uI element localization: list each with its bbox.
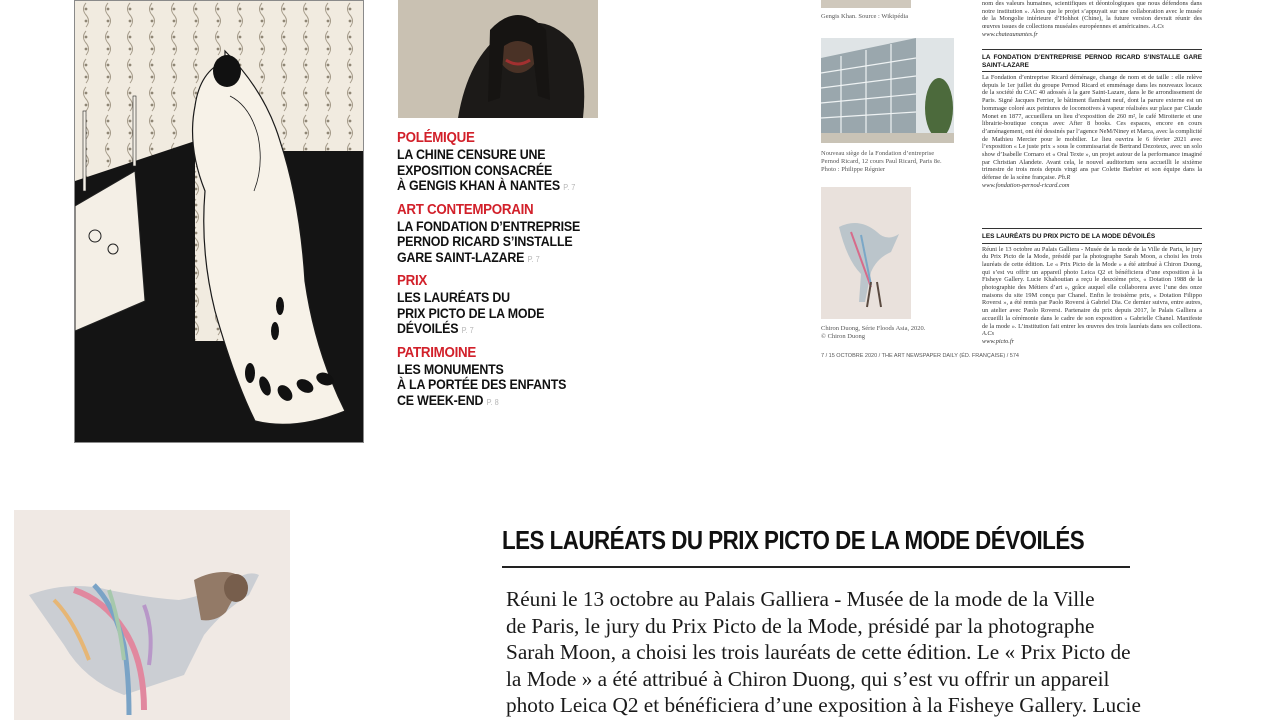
article-line: photo Leica Q2 et bénéficiera d’une exposition à la Fisheye Gallery. Lucie [506, 693, 1141, 718]
toc-headline: LES MONUMENTS À LA PORTÉE DES ENFANTS CE WEEK-END P. 8 [397, 361, 567, 408]
illustration-drawing [75, 1, 364, 443]
toc-headline: LA CHINE CENSURE UNE EXPOSITION CONSACRÉE À GENGIS KHAN À NANTES P. 7 [397, 147, 576, 193]
toc-item[interactable] [397, 273, 612, 339]
article-line: la Mode » a été attribué à Chiron Duong, qui s’est vu offrir un appareil [506, 666, 1110, 691]
building-photo [821, 38, 954, 143]
toc-page-number: P. 7 [563, 183, 576, 192]
section-title: LES LAURÉATS DU PRIX PICTO DE LA MODE DÉVOILÉS [982, 233, 1202, 244]
article-line: de Paris, le jury du Prix Picto de la Mode, présidé par la photographe [506, 613, 1095, 638]
title-rule [502, 566, 1130, 568]
table-of-contents [397, 130, 612, 416]
article-body [506, 586, 1274, 719]
column-divider [982, 228, 1202, 229]
portrait-photo [398, 0, 598, 118]
chiron-duong-thumbnail [821, 187, 911, 319]
article-title: LES LAURÉATS DU PRIX PICTO DE LA MODE DÉVOILÉS [502, 525, 1085, 555]
credit-chiron-duong: Chiron Duong, Série Floods Asia, 2020. © Chiron Duong [821, 325, 926, 340]
intro-link[interactable]: www.chateaunantes.fr [982, 30, 1038, 38]
toc-category: PRIX [397, 273, 428, 289]
credit-gengis-khan: Gengis Khan. Source : Wikipédia [821, 13, 909, 20]
gengis-khan-image [821, 0, 911, 8]
beardsley-illustration [74, 0, 364, 443]
toc-page-number: P. 8 [486, 397, 499, 407]
toc-item[interactable] [397, 130, 612, 196]
column-divider [982, 49, 1202, 50]
toc-headline: LES LAURÉATS DU PRIX PICTO DE LA MODE DÉVOILÉS P. 7 [397, 290, 545, 336]
section-link[interactable]: www.fondation-pernod-ricard.com [982, 181, 1070, 189]
toc-item[interactable] [397, 202, 612, 268]
section-body: La Fondation d’entreprise Ricard déménage, change de nom et de taille : elle relève depuis le 1er juillet du groupe Pernod Ricard et emménage dans les nouveaux locaux de la société du CAC 40 adossés à la gare Saint-Lazare, dans le 8e arrondissement de Paris. Signé Jacques Ferrier, le bâtiment flambant neuf, dont la parure externe est un hommage coloré aux peintures de locomotives à vapeur réalisées sur place par Claude Monet en 1877, accueillera un lieu d’exposition de 260 m², le café Miroiterie et une librairie-boutique conçus avec After 8 books. Ces espaces, encore en cours d’aménagement, ont été dessinés par l’agence NeM/Niney et Marca, avec la complicité de Mathieu Mercier pour le mobilier. Le lieu ouvrira le 6 février 2021 avec l’exposition « Le juste prix » sous le commissariat de Bertrand Dezoteux, avec un solo show d’Isabelle Cornaro et « Oral Texte », un projet autour de la performance imaginé par Christian Alandete. Avant cela, le nouvel auditorium sera accueilli le sixième trimestre de trois mois depuis vingt ans par Colette Barbier et son équipe dans la défense de la scène française. Ph.R www.fondation-pernod-ricard.com [982, 74, 1202, 189]
chiron-duong-photo [14, 510, 290, 720]
news-column [982, 0, 1202, 386]
toc-page-number: P. 7 [527, 254, 540, 264]
article-line: Réuni le 13 octobre au Palais Galliera - Musée de la mode de la Ville [506, 587, 1095, 611]
page-footer: 7 / 15 OCTOBRE 2020 / THE ART NEWSPAPER DAILY (ÉD. FRANÇAISE) / 574 [821, 353, 1019, 359]
toc-category: PATRIMOINE [397, 344, 477, 361]
section-title: LA FONDATION D’ENTREPRISE PERNOD RICARD S’INSTALLE GARE SAINT-LAZARE [982, 54, 1202, 72]
toc-page-number: P. 7 [461, 326, 474, 335]
toc-category: POLÉMIQUE [397, 130, 475, 146]
section-link[interactable]: www.picto.fr [982, 337, 1015, 345]
article-line: Sarah Moon, a choisi les trois lauréats de cette édition. Le « Prix Picto de [506, 640, 1131, 665]
section-body: Réuni le 13 octobre au Palais Galliera - Musée de la mode de la Ville de Paris, le jury du Prix Picto de la Mode, présidé par la photographe Sarah Moon, a choisi les trois lauréats de cette édition. Le « Prix Picto de la Mode » a été attribué à Chiron Duong, qui s’est vu offrir un appareil photo Leica Q2 et bénéficiera d’une exposition à la Fisheye Gallery. Lucie Khahoutian a reçu le deuxième prix, « Dotation 1988 de la photographie des Métiers d’art », grâce auquel elle collaborera avec l’une des onze maisons du site 19M conçu par Chanel. Enfin le troisième prix, « Dotation Filippo Roversi », a été remis par Paolo Roversi à Gabriel Dia. Ce dernier suivra, entre autres, un atelier avec Paolo Roversi. Partenaire du prix depuis 2017, le Palais Galliera a accueilli la cérémonie dans le cadre de son exposition « Gabrielle Chanel. Manifeste de la mode ». L’institution fait entrer les œuvres des trois lauréats dans ses collections. A.Cs www.picto.fr [982, 245, 1202, 345]
toc-headline: LA FONDATION D’ENTREPRISE PERNOD RICARD S’INSTALLE GARE SAINT-LAZARE P. 7 [397, 218, 581, 265]
toc-category: ART CONTEMPORAIN [397, 201, 534, 218]
toc-item[interactable] [397, 345, 612, 411]
intro-text: nom des valeurs humaines, scientifiques et déontologiques que nous défendons dans notre institution ». Alors que le projet s’appuyait sur une collaboration avec le musée de la Mongolie intérieure d’Hohhot (Chine), la future version devrait réunir des œuvres issues de collections muséales européennes et américaines. A.Cs www.chateaunantes.fr [982, 0, 1202, 38]
credit-building: Nouveau siège de la Fondation d’entreprise Pernod Ricard, 12 cours Paul Ricard, Paris 8e. Photo : Philippe Régnier [821, 150, 942, 173]
